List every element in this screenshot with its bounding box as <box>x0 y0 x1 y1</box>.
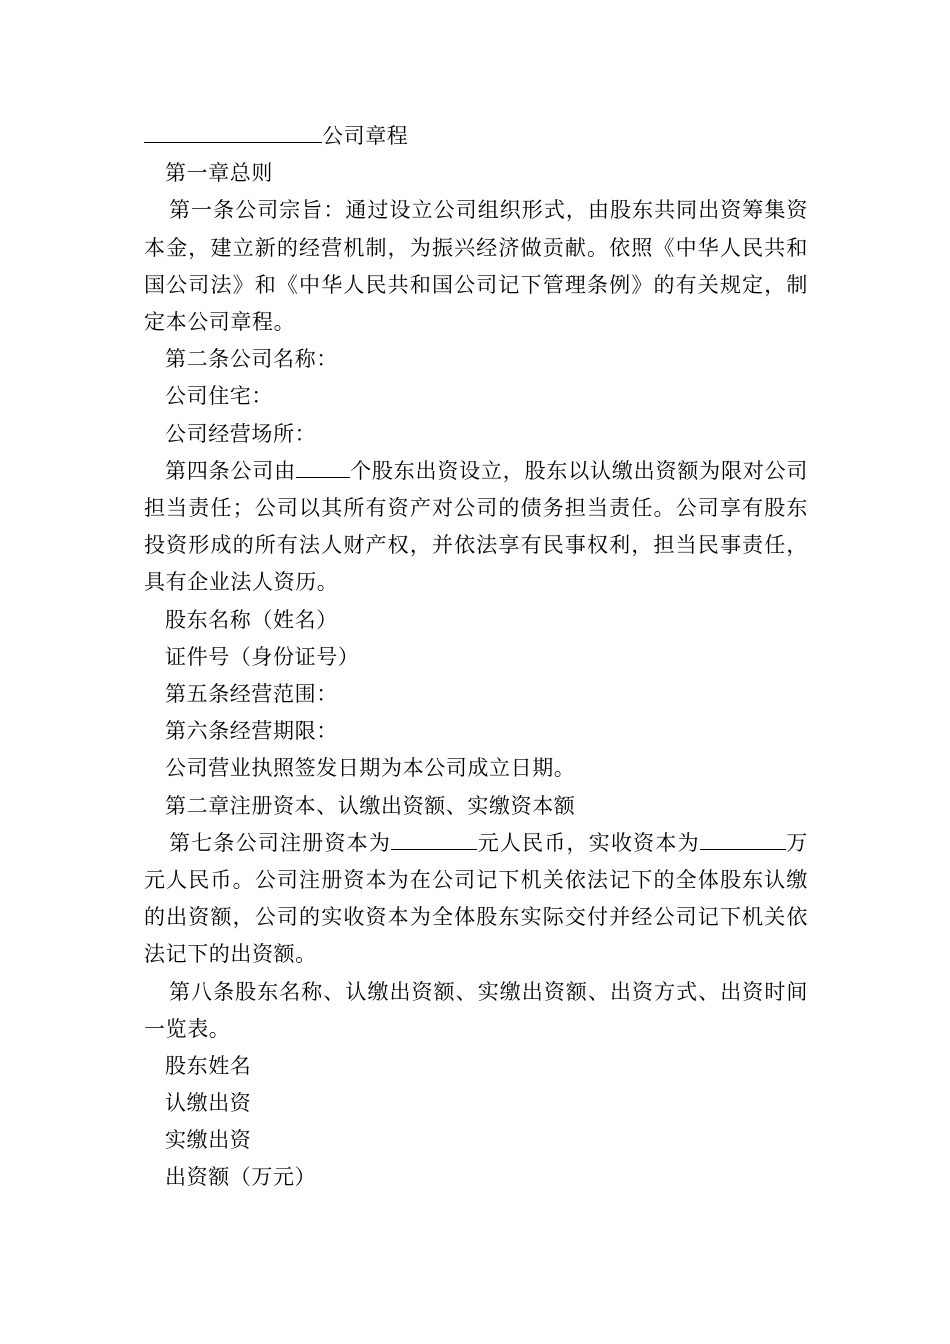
document-page <box>144 118 808 1197</box>
shareholder-count-blank <box>296 458 350 478</box>
id-number-label: 证件号（身份证号） <box>165 644 360 669</box>
registered-capital-blank <box>391 830 477 850</box>
chapter-1-heading: 第一章总则 <box>165 161 273 186</box>
article-1: 第一条公司宗旨：通过设立公司组织形式，由股东共同出资筹集资本金，建立新的经营机制，为振兴经济做贡献。依照《中华人民共和国公司法》和《中华人民共和国公司记下管理条例》的有关规定，制定本公司章程。 <box>144 198 808 334</box>
company-residence: 公司住宅： <box>165 384 273 409</box>
document-title: 公司章程 <box>144 118 808 155</box>
company-name-blank <box>144 123 322 143</box>
table-header-amount: 出资额（万元） <box>165 1165 317 1190</box>
article-6: 第六条经营期限： <box>165 719 338 744</box>
paid-in-capital-blank <box>700 830 786 850</box>
article-4: 第四条公司由 个股东出资设立，股东以认缴出资额为限对公司担当责任；公司以其所有资产对公司的债务担当责任。公司享有股东投资形成的所有法人财产权，并依法享有民事权利，担当民事责任，具有企业法人资历。 <box>144 458 808 595</box>
founding-date-clause: 公司营业执照签发日期为本公司成立日期。 <box>165 756 576 781</box>
table-header-subscribed: 认缴出资 <box>165 1091 252 1116</box>
article-7: 第七条公司注册资本为 元人民币，实收资本为 万元人民币。公司注册资本为在公司记下机关依法记下的全体股东认缴的出资额，公司的实收资本为全体股东实际交付并经公司记下机关依法记下的出资额。 <box>144 830 809 967</box>
article-2: 第二条公司名称： <box>165 347 338 372</box>
table-header-shareholder-name: 股东姓名 <box>165 1053 252 1078</box>
chapter-2-heading: 第二章注册资本、认缴出资额、实缴资本额 <box>165 793 576 818</box>
shareholder-name-label: 股东名称（姓名） <box>165 607 338 632</box>
article-8: 第八条股东名称、认缴出资额、实缴出资额、出资方式、出资时间一览表。 <box>144 979 808 1041</box>
article-5: 第五条经营范围： <box>165 681 338 706</box>
business-premises: 公司经营场所： <box>165 421 317 446</box>
table-header-paid-in: 实缴出资 <box>165 1128 252 1153</box>
